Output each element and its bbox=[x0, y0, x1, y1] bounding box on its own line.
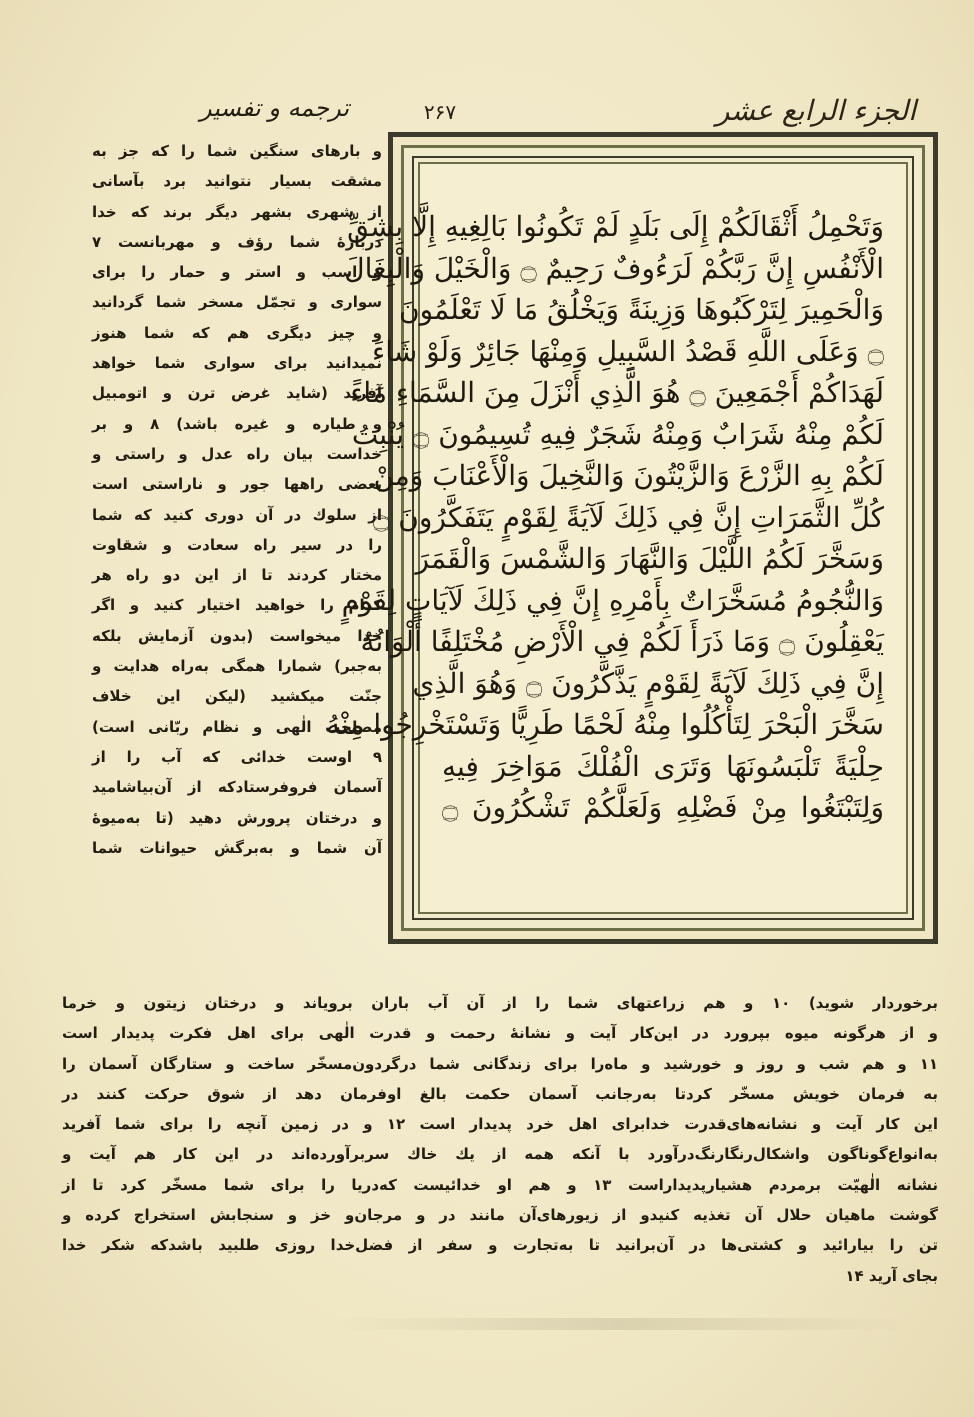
frame-panel bbox=[325, 156, 914, 920]
bottom-line: این کار آیت و نشانه‌های‌قدرت خدابرای اهل خرد پدیدار است ۱۲ و در زمین آنچه را برای شما آفرید bbox=[62, 1115, 938, 1134]
arabic-line: لَكُمْ مِنْهُ شَرَابٌ وَمِنْهُ شَجَرٌ فِيهِ تُسِيمُونَ ۝ يُنْبِتُ bbox=[351, 417, 884, 451]
arabic-line: وَسَخَّرَ لَكُمُ اللَّيْلَ وَالنَّهَارَ وَالشَّمْسَ وَالْقَمَرَ bbox=[415, 542, 884, 575]
juz-title: الجزء الرابع عشر bbox=[715, 94, 916, 127]
side-line: و اسب و استر و حمار را برای bbox=[92, 263, 382, 282]
side-line: و درختان پرورش دهید (تا به‌میوهٔ bbox=[92, 808, 382, 827]
page-header bbox=[0, 92, 974, 132]
side-line: و طیاره و غیره باشد) ۸ و بر bbox=[92, 414, 382, 433]
side-line: خداست بیان راه عدل و راستی و bbox=[92, 444, 382, 463]
side-line: از شهری بشهر دیگر برند که خدا bbox=[92, 202, 382, 221]
arabic-line: كُلِّ الثَّمَرَاتِ إِنَّ فِي ذَلِكَ لَآيَةً لِقَوْمٍ يَتَفَكَّرُونَ ۝ bbox=[372, 500, 884, 534]
arabic-line: إِنَّ فِي ذَلِكَ لَآيَةً لِقَوْمٍ يَذَّكَّرُونَ ۝ وَهُوَ الَّذِي bbox=[412, 666, 884, 700]
side-line: ۹ اوست خدائی که آب را از bbox=[92, 747, 382, 766]
arabic-line: الْأَنْفُسِ إِنَّ رَبَّكُمْ لَرَءُوفٌ رَحِيمٌ ۝ وَالْخَيْلَ وَالْبِغَالَ bbox=[344, 251, 884, 285]
side-line: دربارهٔ شما رؤف و مهربانست ۷ bbox=[92, 232, 382, 251]
bottom-line: تن را بیارائید و کشتی‌ها در آن‌برانید تا به‌تجارت و سفر از فضل‌خدا روزی طلبید باشدکه شکر خدا bbox=[62, 1236, 938, 1255]
arabic-line: لَكُمْ بِهِ الزَّرْعَ وَالزَّيْتُونَ وَالنَّخِيلَ وَالْأَعْنَابَ وَمِنْ bbox=[373, 459, 884, 492]
side-line: مشقت بسیار نتوانید برد بآسانی bbox=[92, 172, 382, 191]
ornamental-frame bbox=[325, 132, 938, 944]
side-line: از سلوك در آن دوری کنید که شما bbox=[92, 505, 382, 524]
bottom-line: بجای آرید ۱۴ bbox=[845, 1266, 938, 1285]
bottom-line: ۱۱ و هم شب و روز و خورشید و ماه‌را برای زندگانی شما درگردون‌مسخّر ساخت و ستارگان آسمان را bbox=[62, 1054, 938, 1073]
arabic-line: وَالْحَمِيرَ لِتَرْكَبُوهَا وَزِينَةً وَيَخْلُقُ مَا لَا تَعْلَمُونَ bbox=[399, 293, 884, 326]
bottom-line: برخوردار شوید) ۱۰ و هم زراعتهای شما را از آن آب باران برویاند و درختان زیتون و خرما bbox=[62, 994, 938, 1012]
persian-side-column bbox=[92, 136, 382, 863]
arabic-line: حِلْيَةً تَلْبَسُونَهَا وَتَرَى الْفُلْكَ مَوَاخِرَ فِيهِ bbox=[442, 749, 884, 783]
side-line: نمیدانید برای سواری شما خواهد bbox=[92, 354, 382, 373]
side-line: خدا میخواست (بدون آزمایش بلکه bbox=[92, 626, 382, 645]
bottom-line: گوشت ماهیان حلال آن تغذیه کنیدو از زیورهای‌آن مانند در و مرجان‌و خز و سنجابش استخراج کرده و bbox=[62, 1206, 938, 1225]
arabic-line: وَلِتَبْتَغُوا مِنْ فَضْلِهِ وَلَعَلَّكُمْ تَشْكُرُونَ ۝ bbox=[442, 791, 884, 824]
side-line: کدام را خواهید اختیار کنید و اگر bbox=[92, 596, 382, 615]
arabic-line: يَعْقِلُونَ ۝ وَمَا ذَرَأَ لَكُمْ فِي الْأَرْضِ مُخْتَلِفًا أَلْوَانُهُ bbox=[360, 625, 884, 658]
bottom-line: و از هرگونه میوه بپرورد در این‌کار آیت و نشانهٔ رحمت و قدرت الٰهی برای اهل فکرت پدیدار است bbox=[62, 1024, 938, 1043]
persian-bottom-block bbox=[62, 988, 938, 1291]
side-line: را در سیر راه سعادت و شقاوت bbox=[92, 535, 382, 554]
side-line: بعضی راهها جور و ناراستی است bbox=[92, 475, 382, 494]
side-line: و بارهای سنگین شما را که جز به bbox=[92, 142, 382, 160]
arabic-line: وَتَحْمِلُ أَثْقَالَكُمْ إِلَى بَلَدٍ لَمْ تَكُونُوا بَالِغِيهِ إِلَّا بِشِقِّ bbox=[347, 210, 884, 243]
side-line: جنّت میکشید (لیکن این خلاف bbox=[92, 687, 382, 706]
arabic-line: سَخَّرَ الْبَحْرَ لِتَأْكُلُوا مِنْهُ لَحْمًا طَرِيًّا وَتَسْتَخْرِجُوا مِنْهُ bbox=[325, 708, 884, 741]
translator-title: ترجمه و تفسیر bbox=[200, 94, 350, 122]
frame-border bbox=[325, 145, 925, 931]
side-line: آسمان فروفرستادکه از آن‌بیاشامید bbox=[92, 778, 382, 797]
side-line: آن شما و به‌برگش حیوانات شما bbox=[92, 838, 382, 857]
side-line: مصلحت الٰهی و نظام ربّانی است) bbox=[92, 717, 382, 736]
bottom-line: به‌انواع‌گوناگون واشکال‌رنگارنگ‌درآورد با آنکه همه از یك خاك سربرآورده‌اند در این کار هم آیت و bbox=[62, 1145, 938, 1164]
page-number: ۲۶۷ bbox=[423, 100, 457, 124]
arabic-line: ۝ وَعَلَى اللَّهِ قَصْدُ السَّبِيلِ وَمِنْهَا جَائِرٌ وَلَوْ شَاءَ bbox=[372, 334, 884, 368]
faint-bleed-through bbox=[330, 1318, 910, 1330]
arabic-line: وَالنُّجُومُ مُسَخَّرَاتٌ بِأَمْرِهِ إِنَّ فِي ذَلِكَ لَآيَاتٍ لِقَوْمٍ bbox=[341, 583, 884, 617]
bottom-line: نشانه الٰهیّت برمردم هشیارپدیداراست ۱۳ و هم او خدائیست که‌دریا را برای شما مسخّر کرد تا از bbox=[62, 1175, 939, 1194]
arabic-verses bbox=[325, 206, 884, 829]
side-line: به‌جبر) شمارا همگی به‌راه هدایت و bbox=[92, 657, 382, 676]
side-line: و چیز دیگری هم که شما هنوز bbox=[92, 323, 382, 342]
side-line: سواری و تجمّل مسخر شما گردانید bbox=[92, 293, 382, 312]
arabic-line: لَهَدَاكُمْ أَجْمَعِينَ ۝ هُوَ الَّذِي أَنْزَلَ مِنَ السَّمَاءِ مَاءً bbox=[350, 376, 884, 409]
bottom-line: به فرمان خویش مسخّر کردتا به‌رجانب آسمان حکمت بالغ اوفرمان دهد از شوق حرکت کنند در bbox=[62, 1084, 938, 1103]
side-line: آفرید (شاید غرض ترن و اتومبیل bbox=[92, 384, 382, 403]
side-line: مختار کردند تا از این دو راه هر bbox=[92, 566, 382, 585]
